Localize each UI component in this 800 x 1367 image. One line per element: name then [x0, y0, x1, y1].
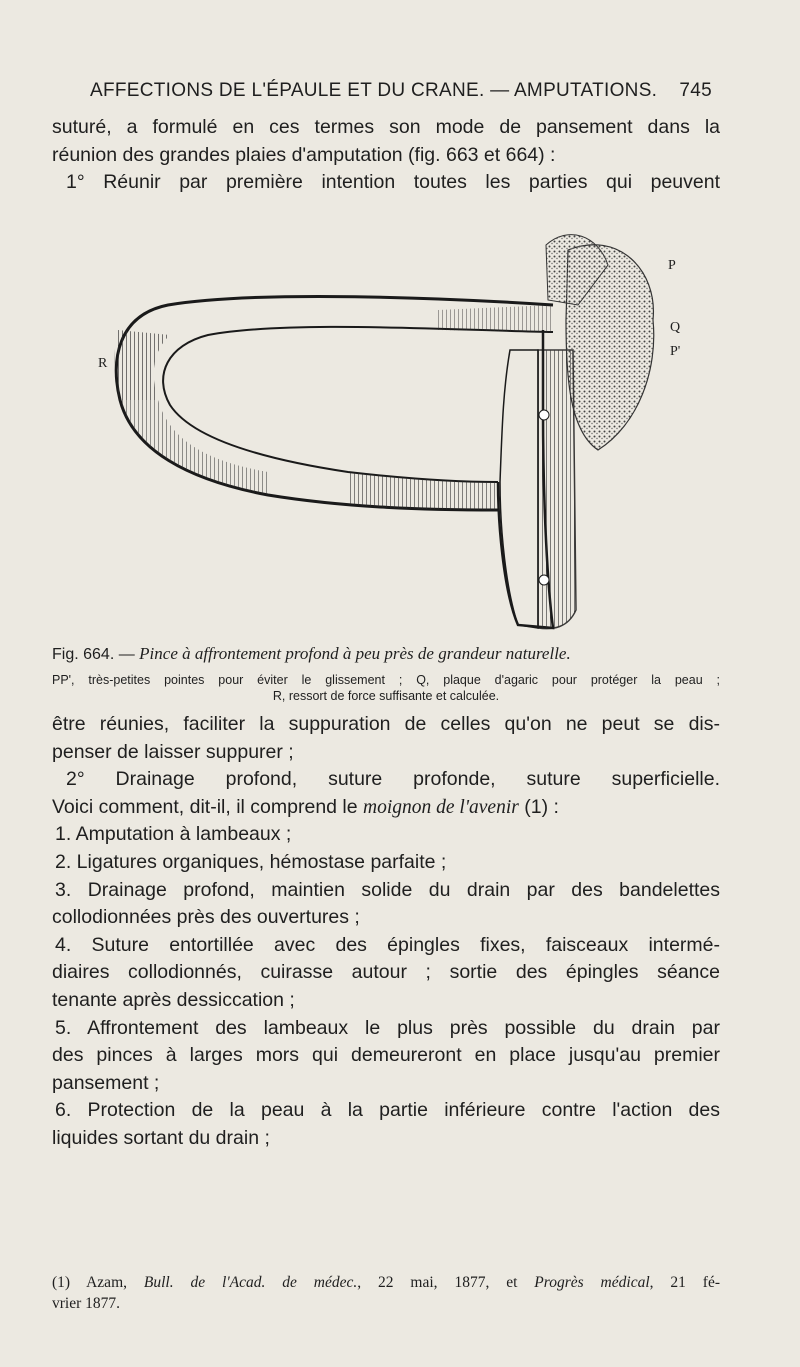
text-line: tenante après dessiccation ; — [52, 988, 295, 1011]
running-header — [90, 80, 712, 108]
figure-label-q: Q — [670, 320, 681, 335]
running-title: AFFECTIONS DE L'ÉPAULE ET DU CRANE. — AMPUTATIONS. — [90, 80, 658, 101]
figure-label-r: R — [98, 356, 108, 371]
list-item: 4. Suture entortillée avec des épingles fixes, faisceaux intermé- — [55, 933, 720, 956]
text-line: collodionnées près des ouvertures ; — [52, 906, 360, 929]
text-line: penser de laisser suppurer ; — [52, 740, 294, 763]
legend-line: R, ressort de force suffisante et calculée. — [272, 689, 500, 703]
text-line: des pinces à larges mors qui demeureront en place jusqu'au premier — [52, 1044, 720, 1067]
figure-number: Fig. 664. — [52, 646, 115, 663]
page-number: 745 — [679, 80, 712, 101]
text-line: 2° Drainage profond, suture profonde, suture superficielle. — [66, 768, 720, 791]
list-item: 1. Amputation à lambeaux ; — [55, 823, 292, 846]
text-line: suturé, a formulé en ces termes son mode de pansement dans la — [52, 116, 720, 138]
list-item: 6. Protection de la peau à la partie inférieure contre l'action des — [55, 1099, 720, 1122]
footnote-line: (1) Azam, Bull. de l'Acad. de médec., 22 mai, 1877, et Progrès médical, 21 fé- — [52, 1274, 721, 1291]
text-line: Voici comment, dit-il, il comprend le moignon de l'avenir (1) : — [52, 795, 559, 818]
list-item: 3. Drainage profond, maintien solide du drain par des bandelettes — [55, 878, 720, 901]
figure-forceps-illustration — [98, 210, 698, 640]
text-line: liquides sortant du drain ; — [52, 1126, 270, 1149]
figure-caption — [52, 644, 720, 664]
figure-label-p-prime: P' — [670, 344, 681, 359]
list-item: 5. Affrontement des lambeaux le plus près possible du drain par — [55, 1016, 720, 1039]
legend-line: PP', très-petites pointes pour éviter le glissement ; Q, plaque d'agaric pour protéger la peau ; — [52, 673, 720, 687]
caption-dash: — — [118, 646, 135, 663]
text-line: réunion des grandes plaies d'amputation (fig. 663 et 664) : — [52, 143, 556, 166]
text-line: diaires collodionnés, cuirasse autour ; sortie des épingles séance — [52, 961, 720, 984]
figure-label-p: P — [668, 258, 676, 273]
figure-legend — [52, 672, 720, 704]
text-line: pansement ; — [52, 1071, 160, 1094]
figure-title: Pince à affrontement profond à peu près de grandeur naturelle. — [139, 644, 571, 663]
forceps-drawing — [98, 210, 698, 640]
footnote-line: vrier 1877. — [52, 1295, 121, 1312]
list-item: 2. Ligatures organiques, hémostase parfaite ; — [55, 850, 447, 873]
intro-paragraph — [52, 114, 720, 197]
text-line: être réunies, faciliter la suppuration de celles qu'on ne peut se dis- — [52, 713, 720, 735]
text-line: 1° Réunir par première intention toutes les parties qui peuvent — [66, 171, 720, 194]
body-text — [52, 711, 720, 1153]
footnote — [52, 1272, 720, 1314]
